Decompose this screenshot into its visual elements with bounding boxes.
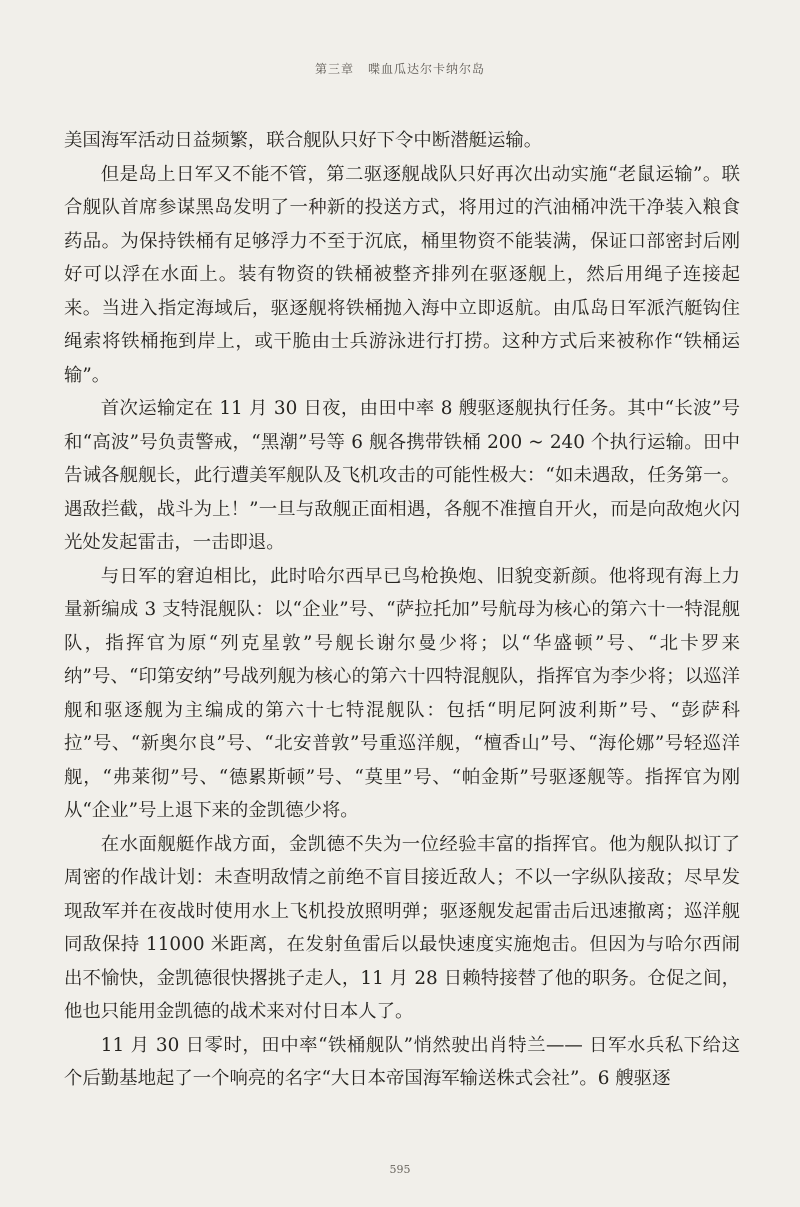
chapter-number: 第三章 (314, 62, 354, 76)
body-text (64, 124, 740, 1096)
paragraph: 但是岛上日军又不能不管，第二驱逐舰战队只好再次出动实施“老鼠运输”。联合舰队首席参谋黑岛发明了一种新的投送方式，将用过的汽油桶冲洗干净装入粮食药品。为保持铁桶有足够浮力不至于沉底，桶里物资不能装满，保证口部密封后刚好可以浮在水面上。装有物资的铁桶被整齐排列在驱逐舰上，然后用绳子连接起来。当进入指定海域后，驱逐舰将铁桶抛入海中立即返航。由瓜岛日军派汽艇钩住绳索将铁桶拖到岸上，或干脆由士兵游泳进行打捞。这种方式后来被称作“铁桶运输”。 (64, 163, 740, 386)
chapter-title: 喋血瓜达尔卡纳尔岛 (368, 62, 486, 76)
paragraph: 11 月 30 日零时，田中率“铁桶舰队”悄然驶出肖特兰—— 日军水兵私下给这个后勤基地起了一个响亮的名字“大日本帝国海军输送株式会社”。6 艘驱逐 (64, 1034, 740, 1089)
paragraph: 在水面舰艇作战方面，金凯德不失为一位经验丰富的指挥官。他为舰队拟订了周密的作战计划：未查明敌情之前绝不盲目接近敌人；不以一字纵队接敌；尽早发现敌军并在夜战时使用水上飞机投放照明弹；驱逐舰发起雷击后迅速撤离；巡洋舰同敌保持 11000 米距离，在发射鱼雷后以最快速度实施炮击。但因为与哈尔西闹出不愉快，金凯德很快撂挑子走人，11 月 28 日赖特接替了他的职务。仓促之间，他也只能用金凯德的战术来对付日本人了。 (64, 833, 740, 1022)
paragraph: 首次运输定在 11 月 30 日夜，由田中率 8 艘驱逐舰执行任务。其中“长波”号和“高波”号负责警戒，“黑潮”号等 6 舰各携带铁桶 200 ~ 240 个执行运输。田中告诫各舰舰长，此行遭美军舰队及飞机攻击的可能性极大：“如未遇敌，任务第一。遇敌拦截，战斗为上！”一旦与敌舰正面相遇，各舰不准擅自开火，而是向敌炮火闪光处发起雷击，一击即退。 (64, 398, 740, 553)
running-header (0, 60, 800, 77)
page-number: 595 (389, 1163, 411, 1176)
paragraph: 与日军的窘迫相比，此时哈尔西早已鸟枪换炮、旧貌变新颜。他将现有海上力量新编成 3 支特混舰队：以“企业”号、“萨拉托加”号航母为核心的第六十一特混舰队，指挥官为原“列克星敦”号舰长谢尔曼少将；以“华盛顿”号、“北卡罗来纳”号、“印第安纳”号战列舰为核心的第六十四特混舰队，指挥官为李少将；以巡洋舰和驱逐舰为主编成的第六十七特混舰队：包括“明尼阿波利斯”号、“彭萨科拉”号、“新奥尔良”号、“北安普敦”号重巡洋舰，“檀香山”号、“海伦娜”号轻巡洋舰，“弗莱彻”号、“德累斯顿”号、“莫里”号、“帕金斯”号驱逐舰等。指挥官为刚从“企业”号上退下来的金凯德少将。 (64, 565, 740, 821)
paragraph-continued: 美国海军活动日益频繁，联合舰队只好下令中断潜艇运输。 (64, 130, 543, 151)
